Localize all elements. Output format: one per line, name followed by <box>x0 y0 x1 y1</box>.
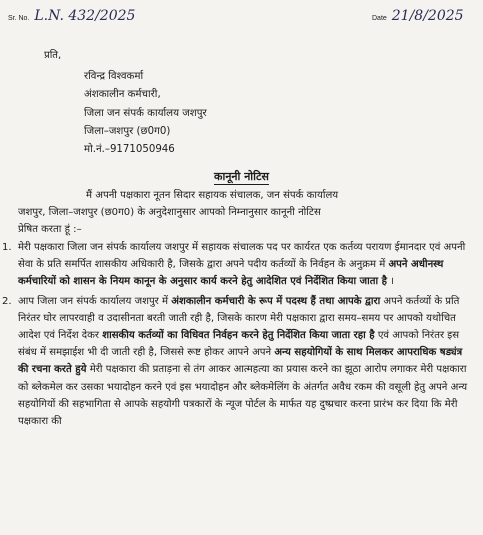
recipient-district: जिला–जशपुर (छ0ग0) <box>84 125 171 137</box>
point-bold-text: शासकीय कर्तव्यों का विधिवत निर्वहन करने हेतु निर्देशित किया जाता रहा है <box>102 330 375 342</box>
date-label: Date <box>372 15 387 22</box>
recipient-office: जिला जन संपर्क कार्यालय जशपुर <box>84 107 207 119</box>
serial-number-label: Sr. No. <box>8 15 30 22</box>
serial-number-value: L.N. 432/2025 <box>34 8 136 24</box>
point-text: मेरी पक्षकारा जिला जन संपर्क कार्यालय जशपुर में सहायक संचालक पद पर कार्यरत एक कर्तव्य परायण ईमानदार एवं अपनी सेवा के प्रति समर्पित शासकीय अधिकारी है, जिसके द्वारा अपने पदीय कर्तव्यों के निर्वहन के अनुक्रम में <box>18 242 466 271</box>
point-text: एवं आपको निरंतर इस संबंध में समझाईश भी दी जाती रही है, जिससे रूष्ट होकर आपने अपने <box>18 330 460 359</box>
notice-title-text: कानूनी नोटिस <box>214 170 269 183</box>
point-text: आप जिला जन संपर्क कार्यालय जशपुर में <box>18 295 172 307</box>
notice-title <box>0 169 483 184</box>
notice-point-1 <box>2 239 472 291</box>
date-value: 21/8/2025 <box>391 8 464 24</box>
recipient-address <box>84 68 207 159</box>
point-number: 1. <box>2 242 12 253</box>
recipient-name: रविन्द्र विश्वकर्मा <box>84 71 144 82</box>
point-bold-text: अपने अधीनस्थ कर्मचारियों को शासन के नियम कानून के अनुसार कार्य करने हेतु आदेशित एवं निर्देशित किया जाता है <box>18 259 444 288</box>
intro-line: प्रेषित करता हूं :– <box>18 224 82 235</box>
notice-point-2 <box>2 293 472 431</box>
point-bold-text: अंशकालीन कर्मचारी के रूप में पदस्थ हैं तथा आपके द्वारा <box>171 295 381 307</box>
notice-date <box>372 8 464 24</box>
serial-number <box>8 8 135 24</box>
point-text: अपने कर्तव्यों के प्रति निरंतर घोर लापरवाही व उदासीनता बरती जाती रही है, जिसके कारण मेरी पक्षकारा द्वारा समय–समय पर आपको यथोचित आदेश एवं निर्देश देकर <box>18 295 460 342</box>
recipient-mobile: मो.नं.–9171050946 <box>84 144 175 156</box>
point-text: मेरी पक्षकारा की प्रताड़ना से तंग आकर आत्महत्या का प्रयास करने का झूठा आरोप लगाकर मेरी पक्षकारा को ब्लेकमेल कर उसका भयादोहन करने एवं इस भयादोहन और ब्लेकमेलिंग के अंतर्गत अवैध रकम की वसूली हेतु अपने अन्य सहयोगियों की सहभागिता से आपके सहयोगी पत्रकारों के न्यूज पोर्टल के मार्फत यह दुष्प्रचार करना प्रारंभ कर दिया कि मेरी पक्षकारा की <box>18 364 468 428</box>
intro-line: मैं अपनी पक्षकारा नूतन सिदार सहायक संचालक, जन संपर्क कार्यालय <box>86 190 339 201</box>
point-text: । <box>386 276 395 288</box>
point-number: 2. <box>2 295 12 307</box>
point-bold-text: अन्य सहयोगियों के साथ मिलकर आपराधिक षड्यंत्र की रचना करते हुये <box>18 347 463 376</box>
recipient-designation: अंशकालीन कर्मचारी, <box>84 89 161 101</box>
notice-intro <box>18 187 472 238</box>
salutation: प्रति, <box>44 50 62 61</box>
notice-points <box>0 239 472 430</box>
intro-line: जशपुर, जिला–जशपुर (छ0ग0) के अनुदेशानुसार आपको निम्नानुसार कानूनी नोटिस <box>18 207 321 218</box>
